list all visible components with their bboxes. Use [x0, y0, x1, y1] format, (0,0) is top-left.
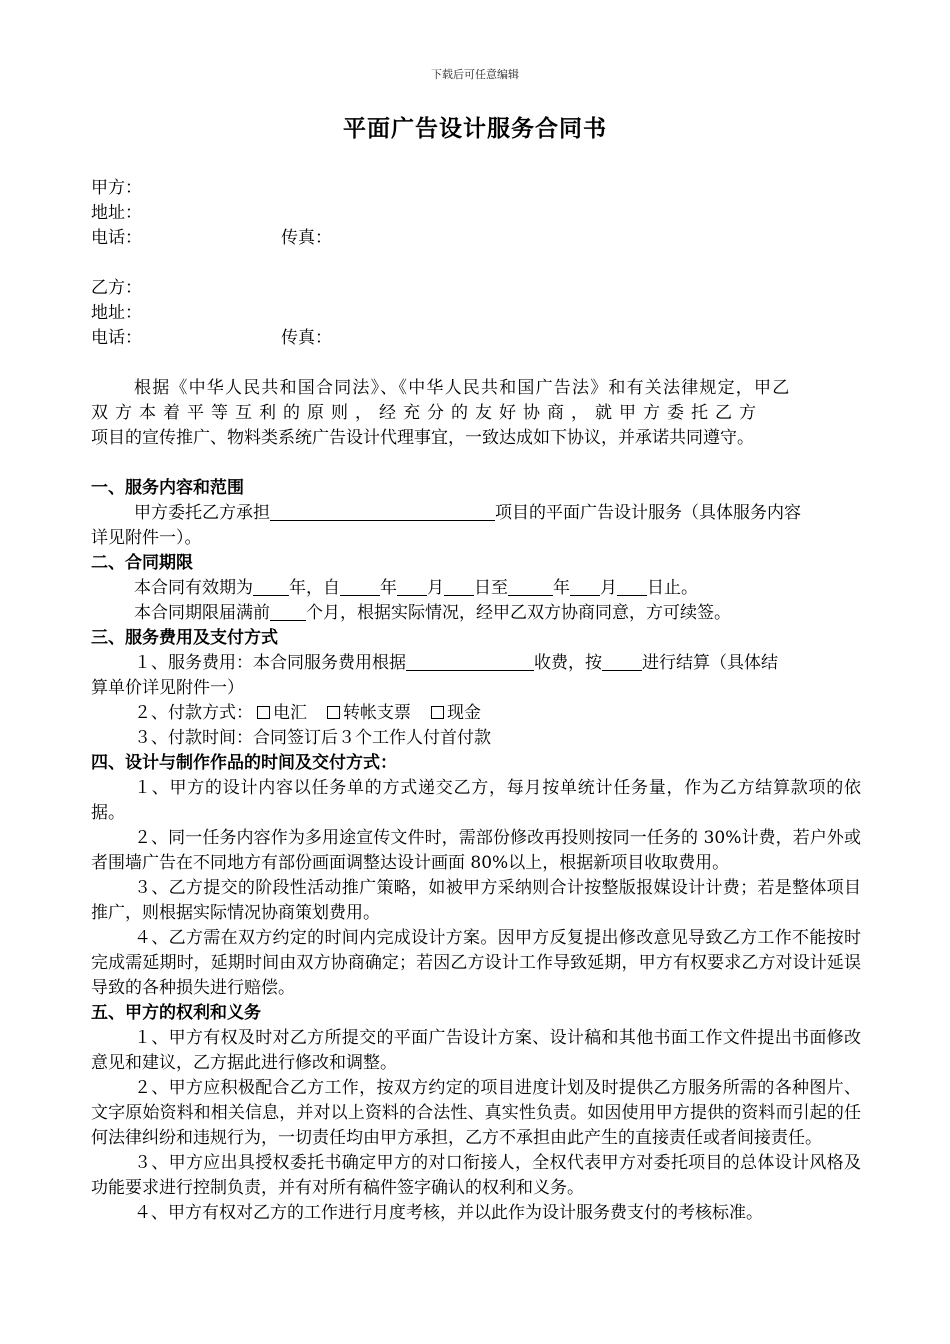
document-title: 平面广告设计服务合同书: [343, 115, 607, 142]
wire-transfer-checkbox[interactable]: [257, 706, 270, 719]
s2-text-d: 月: [427, 578, 444, 598]
party-a-fax-label: 传真：: [281, 228, 332, 248]
section-4-para-3: ３、乙方提交的阶段性活动推广策略，如被甲方采纳则合计按整版报媒设计计费；若是整体项目推广，则根据实际情况协商策划费用。: [91, 878, 861, 923]
party-b-phone-label: 电话：: [91, 328, 142, 348]
term-years-blank[interactable]: [253, 577, 289, 596]
s1-text-a: 甲方委托乙方承担: [134, 503, 270, 523]
contract-body: [91, 176, 861, 1226]
cheque-checkbox[interactable]: [327, 706, 340, 719]
s2-renewal-a: 本合同期限届满前: [134, 603, 270, 623]
section-2-renewal: [91, 601, 861, 626]
section-5-heading: 五、甲方的权利和义务: [91, 1003, 261, 1023]
s2-text-g: 月: [600, 578, 617, 598]
project-name-blank[interactable]: [270, 502, 495, 521]
payment-method-label: ２、付款方式：: [134, 703, 253, 723]
section-3-heading: 三、服务费用及支付方式: [91, 628, 278, 648]
s1-text-b: 项目的平面广告设计服务（具体服务内容: [495, 503, 801, 523]
party-a-address: 地址：: [91, 203, 142, 223]
cheque-label: 转帐支票: [343, 703, 411, 723]
header-note: 下载后可任意编辑: [431, 68, 519, 81]
party-b-fax-label: 传真：: [281, 328, 332, 348]
section-1-para-cont: 详见附件一）。: [91, 528, 202, 548]
s2-text-f: 年: [553, 578, 570, 598]
s2-text-b: 年，自: [289, 578, 340, 598]
end-month-blank[interactable]: [570, 577, 600, 596]
section-3-item-1-cont: 算单价详见附件一）: [91, 678, 244, 698]
intro-line-2: 双方本着平等互利的原则，经充分的友好协商，就甲方委托乙方: [91, 403, 763, 423]
section-2-heading: 二、合同期限: [91, 553, 193, 573]
s2-text-e: 日至: [474, 578, 508, 598]
cash-checkbox[interactable]: [431, 706, 444, 719]
s3-fee-b: 收费，按: [534, 653, 602, 673]
s2-text-a: 本合同有效期为: [134, 578, 253, 598]
section-5-para-1: １、甲方有权及时对乙方所提交的平面广告设计方案、设计稿和其他书面工作文件提出书面修改意见和建议，乙方据此进行修改和调整。: [91, 1028, 861, 1073]
start-day-blank[interactable]: [444, 577, 474, 596]
end-year-blank[interactable]: [508, 577, 553, 596]
section-4-para-4: ４、乙方需在双方约定的时间内完成设计方案。因甲方反复提出修改意见导致乙方工作不能按时完成需延期时，延期时间由双方协商确定；若因乙方设计工作导致延期，甲方有权要求乙方对设计延误导致的各种损失进行赔偿。: [91, 928, 861, 998]
section-5-para-4: ４、甲方有权对乙方的工作进行月度考核，并以此作为设计服务费支付的考核标准。: [134, 1203, 763, 1223]
start-month-blank[interactable]: [397, 577, 427, 596]
section-1-para: [91, 501, 861, 526]
party-a-name: 甲方：: [91, 178, 142, 198]
party-a-phone-label: 电话：: [91, 228, 142, 248]
intro-line-1: 根据《中华人民共和国合同法》、《中华人民共和国广告法》和有关法律规定，甲乙: [134, 378, 791, 398]
start-year-blank[interactable]: [340, 577, 380, 596]
s3-fee-a: １、服务费用：本合同服务费用根据: [134, 653, 406, 673]
end-day-blank[interactable]: [617, 577, 647, 596]
section-3-item-1: [91, 651, 861, 676]
section-4-para-1: １、甲方的设计内容以任务单的方式递交乙方，每月按单统计任务量，作为乙方结算款项的依据。: [91, 778, 861, 823]
party-b-name: 乙方：: [91, 278, 142, 298]
settlement-blank[interactable]: [602, 652, 642, 671]
section-3-payment-method: [91, 701, 861, 726]
intro-line-3: 项目的宣传推广、物料类系统广告设计代理事宜，一致达成如下协议，并承诺共同遵守。: [91, 428, 754, 448]
fee-basis-blank[interactable]: [406, 652, 534, 671]
s2-renewal-b: 个月，根据实际情况，经甲乙双方协商同意，方可续签。: [306, 603, 731, 623]
cash-label: 现金: [447, 703, 481, 723]
section-4-para-2: ２、同一任务内容作为多用途宣传文件时，需部份修改再投则按同一任务的 30%计费，若户外或者围墙广告在不同地方有部份画面调整达设计画面 80%以上，根据新项目收取费用。: [91, 828, 861, 873]
wire-transfer-label: 电汇: [273, 703, 307, 723]
section-5-para-3: ３、甲方应出具授权委托书确定甲方的对口衔接人，全权代表甲方对委托项目的总体设计风格及功能要求进行控制负责，并有对所有稿件签字确认的权利和义务。: [91, 1153, 861, 1198]
s3-fee-c: 进行结算（具体结: [642, 653, 778, 673]
renewal-months-blank[interactable]: [270, 602, 306, 621]
party-b-address: 地址：: [91, 303, 142, 323]
s2-text-h: 日止。: [647, 578, 698, 598]
party-b-contact: [91, 326, 861, 351]
section-1-heading: 一、服务内容和范围: [91, 478, 244, 498]
party-a-contact: [91, 226, 861, 251]
section-3-payment-time: ３、付款时间：合同签订后３个工作人付首付款: [134, 728, 491, 748]
s2-text-c: 年: [380, 578, 397, 598]
section-2-term: [91, 576, 861, 601]
section-4-heading: 四、设计与制作作品的时间及交付方式：: [91, 753, 397, 773]
section-5-para-2: ２、甲方应积极配合乙方工作，按双方约定的项目进度计划及时提供乙方服务所需的各种图片、文字原始资料和相关信息，并对以上资料的合法性、真实性负责。如因使用甲方提供的资料而引起的任何法律纠纷和违规行为，一切责任均由甲方承担，乙方不承担由此产生的直接责任或者间接责任。: [91, 1078, 861, 1148]
